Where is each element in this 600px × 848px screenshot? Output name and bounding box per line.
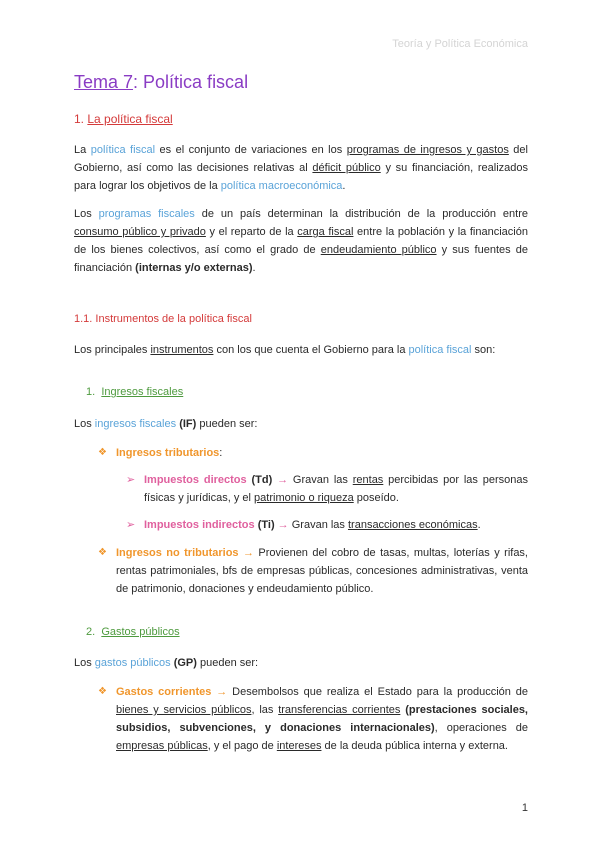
diamond-bullet-icon: ❖ — [98, 686, 107, 697]
paragraph-3: Los principales instrumentos con los que cuenta el Gobierno para la política fiscal son: — [74, 344, 496, 356]
diamond-bullet-icon: ❖ — [98, 447, 107, 458]
running-header: Teoría y Política Económica — [392, 38, 528, 50]
bullet-impuestos-directos: ➢ Impuestos directos (Td) → Gravan las rentas percibidas por las personas físicas y jurídicas, y el patrimonio o riqueza poseído. — [144, 471, 528, 507]
bullet-ingresos-no-tributarios: ❖ Ingresos no tributarios → Provienen del cobro de tasas, multas, loterías y rifas, rentas patrimoniales, bfs de empresas públicas, concesiones administrativas, venta de patrimonio, donaciones y endeudamiento público. — [116, 544, 528, 598]
arrow-bullet-icon: ➢ — [126, 474, 136, 486]
bullet-ingresos-tributarios: ❖ Ingresos tributarios: — [116, 444, 528, 462]
title-text: : Política fiscal — [133, 72, 249, 92]
paragraph-4: Los ingresos fiscales (IF) pueden ser: — [74, 418, 258, 430]
list-item-ingresos: 1. Ingresos fiscales — [86, 386, 184, 398]
page-number: 1 — [521, 802, 528, 814]
paragraph-1: La política fiscal es el conjunto de variaciones en los programas de ingresos y gastos del Gobierno, así como las decisiones relativas al déficit público y su financiación, realizados para lograr los objetivos de la política macroeconómica. — [74, 144, 528, 192]
arrow-bullet-icon: ➢ — [126, 519, 136, 531]
paragraph-2: Los programas fiscales de un país determinan la distribución de la producción entre consumo público y privado y el reparto de la carga fiscal entre la población y la financiación de los bienes colectivos, así como el grado de endeudamiento público y sus fuentes de financiación (internas y/o externas). — [74, 208, 528, 274]
list-item-gastos: 2. Gastos públicos — [86, 626, 180, 638]
subsection-heading: 1.1. Instrumentos de la política fiscal — [74, 313, 252, 325]
title-topic: Tema 7 — [74, 72, 134, 92]
diamond-bullet-icon: ❖ — [98, 547, 107, 558]
paragraph-5: Los gastos públicos (GP) pueden ser: — [74, 657, 259, 669]
bullet-gastos-corrientes: ❖ Gastos corrientes → Desembolsos que realiza el Estado para la producción de bienes y servicios públicos, las transferencias corrientes (prestaciones sociales, subsidios, subvenciones, y donaciones internacionales), operaciones de empresas públicas, y el pago de intereses de la deuda pública interna y externa. — [116, 683, 528, 755]
page-title — [74, 72, 248, 93]
bullet-impuestos-indirectos: ➢ Impuestos indirectos (Ti) → Gravan las transacciones económicas. — [144, 516, 528, 534]
section-heading-1: 1. La política fiscal — [74, 112, 173, 126]
